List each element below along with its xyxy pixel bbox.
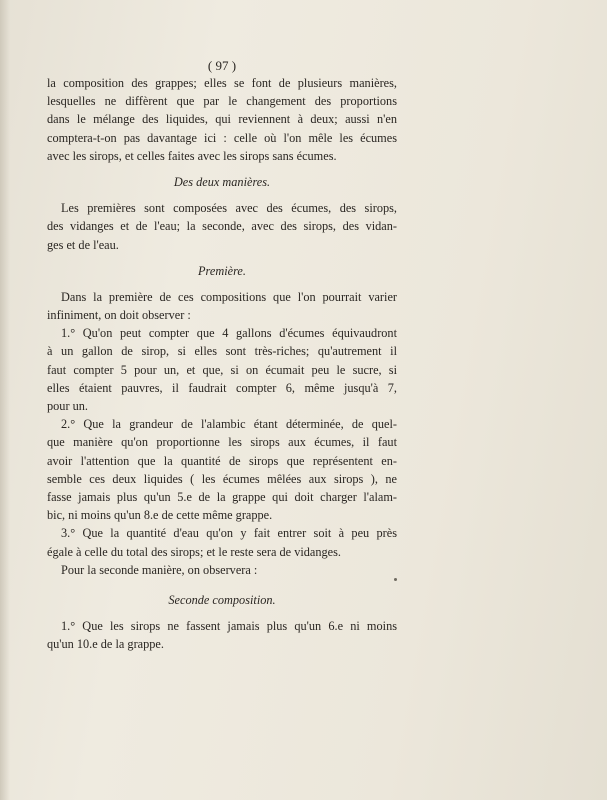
paragraph-premiere bbox=[47, 288, 397, 579]
paragraph-deux-manieres bbox=[47, 199, 397, 254]
paragraph-seconde bbox=[47, 617, 397, 653]
text-line: lesquelles ne diffèrent que par le changement des proportions bbox=[47, 94, 397, 109]
text-line: 3.° Que la quantité d'eau qu'on y fait entrer soit à peu près bbox=[61, 526, 397, 541]
text-line: la composition des grappes; elles se font de plusieurs manières, bbox=[47, 76, 397, 90]
text-line: qu'un 10.e de la grappe. bbox=[47, 637, 164, 652]
text-line: avec les sirops, et celles faites avec les sirops sans écumes. bbox=[47, 148, 337, 163]
text-line: 1.° Que les sirops ne fassent jamais plus qu'un 6.e ni moins bbox=[61, 619, 397, 634]
text-line: faut compter 5 pour un, et que, si on écumait peu le sucre, si bbox=[47, 362, 397, 377]
section-heading: Première. bbox=[198, 263, 246, 278]
text-line: à un gallon de sirop, si elles sont très-riches; qu'autrement il bbox=[47, 344, 397, 359]
text-line: pour un. bbox=[47, 399, 88, 413]
text-line: 2.° Que la grandeur de l'alambic étant déterminée, de quel- bbox=[61, 417, 397, 432]
section-heading: Seconde composition. bbox=[168, 592, 276, 607]
paragraph-intro bbox=[47, 74, 397, 165]
text-line: comptera-t-on pas davantage ici : celle où l'on mêle les écumes bbox=[47, 130, 397, 145]
ink-speck bbox=[394, 578, 397, 581]
text-line: dans le mélange des liquides, qui reviennent à deux; aussi n'en bbox=[47, 112, 397, 127]
text-line: Dans la première de ces compositions que l'on pourrait varier bbox=[61, 289, 397, 304]
text-line: elles étaient pauvres, il faudrait compter 6, même jusqu'à 7, bbox=[47, 380, 397, 395]
page-text bbox=[47, 58, 397, 653]
text-line: infiniment, on doit observer : bbox=[47, 308, 191, 323]
text-line: fasse jamais plus qu'un 5.e de la grappe qui doit charger l'alam- bbox=[47, 489, 397, 504]
text-line: égale à celle du total des sirops; et le reste sera de vidanges. bbox=[47, 544, 341, 559]
text-line: ges et de l'eau. bbox=[47, 237, 119, 252]
text-line: Pour la seconde manière, on observera : bbox=[61, 562, 258, 577]
page-edge-shadow bbox=[0, 0, 10, 800]
page-number: ( 97 ) bbox=[207, 58, 237, 73]
text-line: Les premières sont composées avec des écumes, des sirops, bbox=[61, 201, 397, 216]
text-line: bic, ni moins qu'un 8.e de cette même grappe. bbox=[47, 508, 273, 523]
text-line: semble ces deux liquides ( les écumes mêlées aux sirops ), ne bbox=[47, 471, 397, 486]
text-line: 1.° Qu'on peut compter que 4 gallons d'écumes équivaudront bbox=[61, 326, 397, 341]
text-line: que manière qu'on proportionne les sirops aux écumes, il faut bbox=[47, 435, 397, 450]
section-heading: Des deux manières. bbox=[173, 174, 271, 189]
text-line: des vidanges et de l'eau; la seconde, avec des sirops, des vidan- bbox=[47, 219, 397, 234]
text-line: avoir l'attention que la quantité de sirops que représentent en- bbox=[47, 453, 397, 468]
